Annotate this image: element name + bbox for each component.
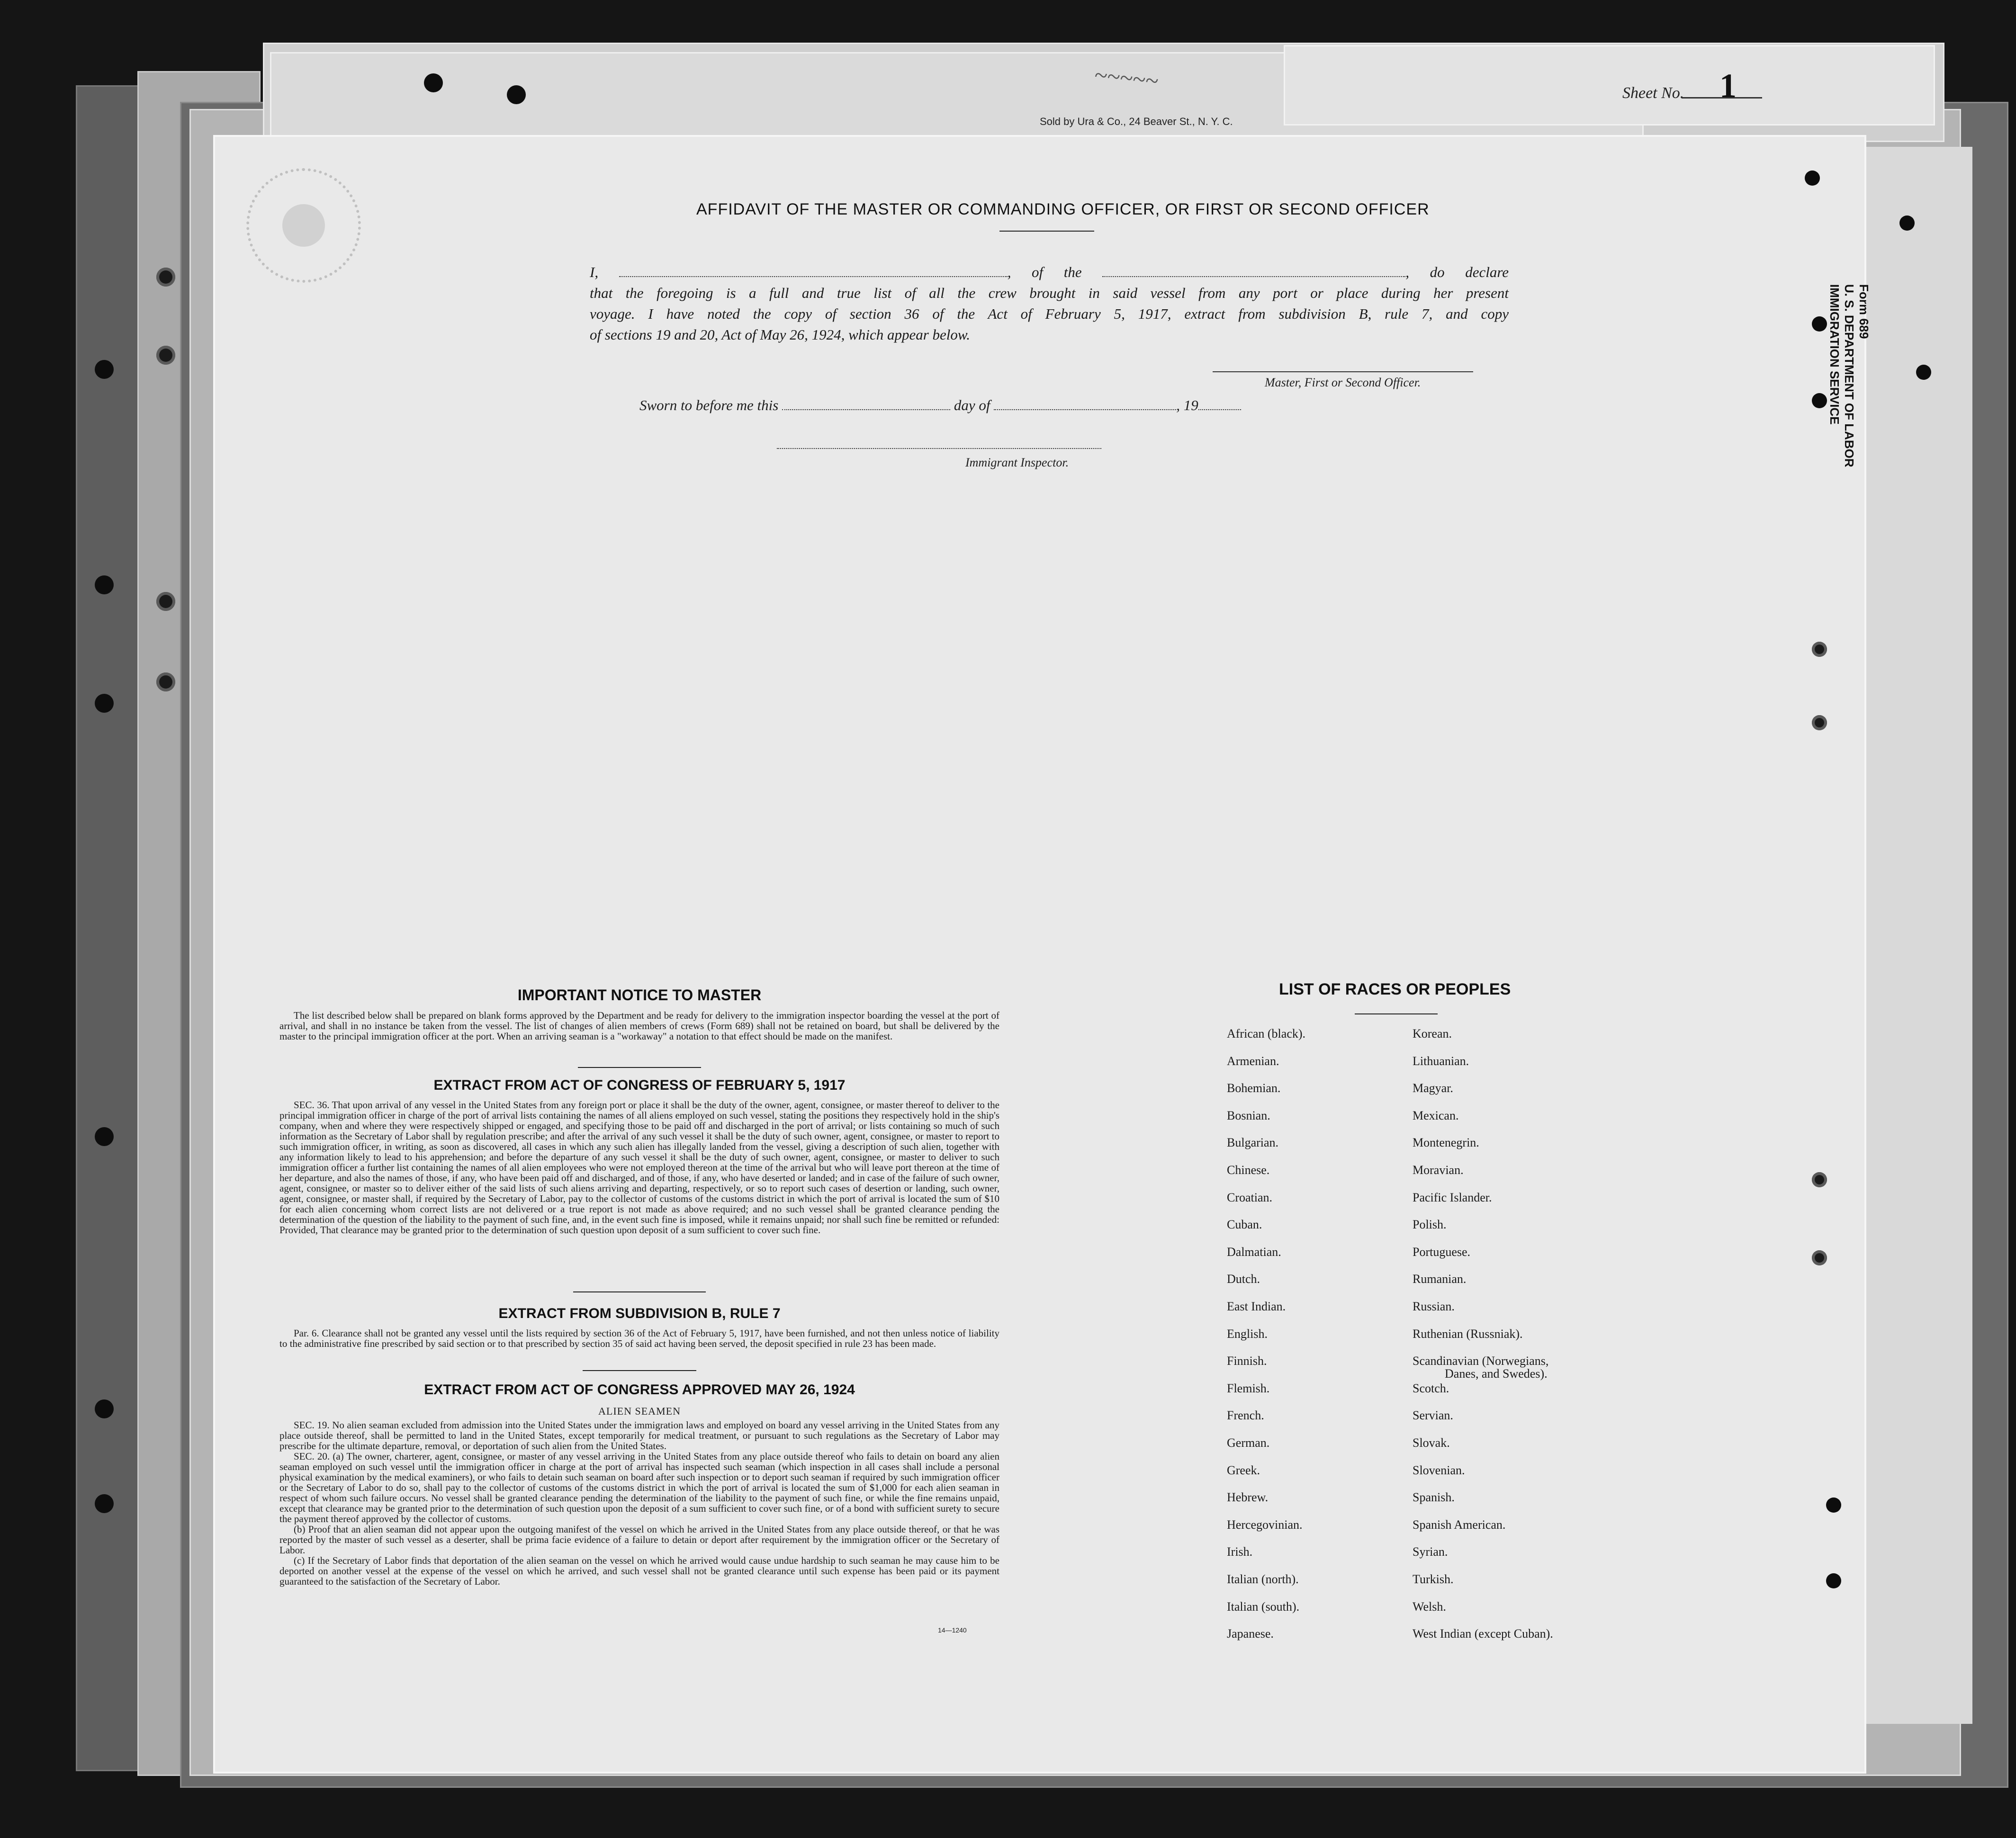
handwritten-note: ~~~~~ — [1093, 61, 1160, 94]
race-item: Spanish American. — [1413, 1517, 1506, 1532]
race-item: Russian. — [1413, 1300, 1455, 1313]
race-item: Japanese. — [1227, 1627, 1274, 1641]
punch-hole — [1812, 1250, 1827, 1265]
affidavit-title: AFFIDAVIT OF THE MASTER OR COMMANDING OFFICER, OR FIRST OR SECOND OFFICER — [696, 200, 1430, 218]
race-item: Welsh. — [1413, 1599, 1446, 1614]
punch-hole — [1812, 393, 1827, 408]
punch-hole — [95, 360, 114, 379]
sec-20c: (c) If the Secretary of Labor finds that deportation of the alien seaman on the vessel on which he arrived would cause undue hardship to such seaman he may cause him to be deported on another vessel at the expense of the vessel on which he arrived, and such vessel shall not be granted clearance until such expense has been paid or its payment guaranteed to the satisfaction of the Secretary of Labor. — [279, 1555, 999, 1587]
races-title: LIST OF RACES OR PEOPLES — [1279, 980, 1511, 998]
sec-20b: (b) Proof that an alien seaman did not appear upon the outgoing manifest of the vessel on which he arrived in the United States from any place outside thereof, or that he was reported by the master of such vessel as a deserter, shall be prima facie evidence of a failure to detain or deport after requirement by the immigration officer or the Secretary of Labor. — [279, 1524, 999, 1556]
race-item: East Indian. — [1227, 1300, 1286, 1313]
race-item: Finnish. — [1227, 1354, 1267, 1368]
race-item: Dalmatian. — [1227, 1245, 1281, 1259]
race-item: Hercegovinian. — [1227, 1517, 1303, 1532]
punch-hole — [156, 672, 175, 691]
race-item: Moravian. — [1413, 1163, 1464, 1177]
sworn-line: Sworn to before me this day of , 19 — [639, 397, 1241, 414]
sworn-year-field[interactable] — [1198, 409, 1241, 410]
punch-hole — [1812, 642, 1827, 657]
punch-hole — [1826, 1497, 1841, 1513]
sheet-number: 1 — [1719, 67, 1737, 105]
race-item: Slovenian. — [1413, 1463, 1465, 1477]
punch-hole — [95, 1127, 114, 1146]
race-item: Lithuanian. — [1413, 1054, 1469, 1068]
race-item: Greek. — [1227, 1463, 1260, 1477]
signature-field[interactable] — [1213, 371, 1473, 372]
race-item: Scandinavian (Norwegians, — [1413, 1354, 1549, 1368]
vessel-name-field[interactable] — [1102, 276, 1405, 277]
race-item: Italian (south). — [1227, 1599, 1300, 1614]
race-item: Slovak. — [1413, 1436, 1450, 1450]
punch-hole — [1899, 215, 1915, 231]
master-name-field[interactable] — [619, 276, 1008, 277]
sec-19: SEC. 19. No alien seaman excluded from admission into the United States under the immigration laws and employed on board any vessel arriving in the United States from any place outside thereof, shall be permitted to land in the United States, except temporarily for medical treatment, or pursuant to such regulations as the Secretary of Labor may prescribe for the ultimate departure, removal, or deportation of such alien from the United States. — [279, 1419, 999, 1452]
punch-hole — [95, 694, 114, 713]
punch-hole — [95, 1399, 114, 1418]
race-item: French. — [1227, 1408, 1264, 1423]
divider — [578, 1067, 701, 1068]
punch-hole — [1812, 316, 1827, 332]
race-item: Magyar. — [1413, 1081, 1453, 1095]
extract-rule7-title: EXTRACT FROM SUBDIVISION B, RULE 7 — [498, 1306, 781, 1321]
extract-1924-text — [279, 1420, 999, 1587]
extract-1917-text: SEC. 36. That upon arrival of any vessel in the United States from any foreign port or place it shall be the duty of the owner, agent, consignee, or master thereof to deliver to the principal immigration officer in charge of the port of arrival lists containing the names of all aliens employed on such vessel, stating the positions they respectively hold in the ship's company, when and where they were respectively shipped or engaged, and specifying those to be paid off and discharged in the port of arrival; or lists containing so much of such information as the Secretary of Labor shall by regulation prescribe; and after the arrival of any such vessel it shall be the duty of such owner, agent, consignee, or master to report to such immigration officer, in writing, as soon as discovered, all cases in which any such alien has illegally landed from the vessel, giving a description of such alien, together with any information likely to lead to his apprehension; and before the departure of any such vessel it shall be the duty of such owner, agent, consignee, or master to deliver to such immigration officer a further list containing the names of all alien employees who were not employed thereon at the time of the arrival but who will leave port thereon at the time of her departure, and also the names of those, if any, who have been paid off and discharged, and of those, if any, who have deserted or landed; and in case of the failure of such owner, agent, consignee, or master so to deliver either of the said lists of such aliens arriving and departing, respectively, or so to report such cases of desertion or landing, such owner, agent, consignee, or master shall, if required by the Secretary of Labor, pay to the collector of customs of the customs district in which the port of arrival is located the sum of $10 for each alien concerning whom correct lists are not delivered or a true report is not made as above required; and no such vessel shall be granted clearance pending the determination of the question of the liability to the payment of such fine, and, in the event such fine is imposed, while it remains unpaid; nor shall such fine be remitted or refunded: Provided, That clearance may be granted prior to the determination of such question upon deposit of a sum sufficient to cover such fine. — [279, 1099, 999, 1236]
punch-hole — [1812, 1172, 1827, 1187]
form-print-code: 14—1240 — [938, 1626, 967, 1634]
punch-hole — [95, 575, 114, 594]
sheet-number-label: Sheet No. — [1622, 84, 1684, 102]
race-item: Bohemian. — [1227, 1081, 1281, 1095]
race-item: Cuban. — [1227, 1218, 1262, 1232]
race-item: Rumanian. — [1413, 1272, 1467, 1286]
race-item: Hebrew. — [1227, 1490, 1269, 1505]
race-item: Flemish. — [1227, 1381, 1270, 1395]
notice-title: IMPORTANT NOTICE TO MASTER — [517, 986, 762, 1004]
punch-hole — [156, 346, 175, 365]
affidavit-line-1: I, , of the , do declare — [590, 264, 1509, 280]
race-item: Korean. — [1413, 1027, 1452, 1040]
extract-1924-title: EXTRACT FROM ACT OF CONGRESS APPROVED MAY 26, 1924 — [424, 1382, 855, 1398]
race-item: Italian (north). — [1227, 1572, 1299, 1586]
race-item: English. — [1227, 1327, 1268, 1341]
punch-hole — [156, 592, 175, 611]
race-item: Armenian. — [1227, 1054, 1279, 1068]
race-item: Chinese. — [1227, 1163, 1270, 1177]
race-item: Portuguese. — [1413, 1245, 1471, 1259]
affidavit-line-2: that the foregoing is a full and true list of all the crew brought in said vessel from any port or place during her present — [590, 285, 1509, 301]
race-item: Montenegrin. — [1413, 1136, 1479, 1150]
extract-rule7-text: Par. 6. Clearance shall not be granted any vessel until the lists required by section 36 of the Act of February 5, 1917, have been furnished, and not then unless notice of liability to the administrative fine prescribed by said section or to that prescribed by section 35 of said act having been served, the deposit specified in rule 23 has been made. — [279, 1327, 999, 1349]
sec-20a: SEC. 20. (a) The owner, charterer, agent, consignee, or master of any vessel arriving in the United States from any place outside thereof who fails to detain on board any alien seaman employed on such vessel until the immigration officer in charge at the port of arrival has inspected such seaman (which inspection in all cases shall include a personal physical examination by the medical examiners), or who fails to detain such seaman on board after such inspection or to deport such seaman if required by such immigration officer or the Secretary of Labor to do so, shall pay to the collector of customs of the customs district in which the port of arrival is located the sum of $1,000 for each alien seaman in respect of whom such failure occurs. No vessel shall be granted clearance pending the determination of the liability to the payment of such fine, or while the fine remains unpaid, except that clearance may be granted prior to the determination of such question upon the deposit of a sum sufficient to cover such fine, or of a bond with sufficient surety to secure the payment thereof approved by the collector of customs. — [279, 1451, 999, 1524]
punch-hole — [1916, 365, 1931, 380]
race-item: African (black). — [1227, 1027, 1306, 1040]
race-item-continuation: Danes, and Swedes). — [1445, 1367, 1548, 1381]
race-item: Scotch. — [1413, 1381, 1449, 1395]
punch-hole — [1805, 170, 1820, 186]
divider — [583, 1370, 696, 1371]
divider — [999, 231, 1094, 232]
punch-hole — [1812, 715, 1827, 730]
race-item: Polish. — [1413, 1218, 1447, 1232]
sworn-day-field[interactable] — [782, 409, 950, 410]
punch-hole — [156, 268, 175, 287]
race-item: West Indian (except Cuban). — [1413, 1627, 1553, 1641]
alien-seamen-subtitle: ALIEN SEAMEN — [598, 1405, 681, 1417]
race-item: Dutch. — [1227, 1272, 1260, 1286]
race-item: Bulgarian. — [1227, 1136, 1279, 1150]
race-item: Bosnian. — [1227, 1108, 1270, 1122]
inspector-label: Immigrant Inspector. — [965, 456, 1069, 469]
background-paper — [1284, 45, 1935, 126]
form-number-block: Form 689 U. S. DEPARTMENT OF LABOR IMMIGRATION SERVICE — [1827, 284, 1871, 467]
signature-label: Master, First or Second Officer. — [1265, 376, 1421, 389]
extract-1917-title: EXTRACT FROM ACT OF CONGRESS OF FEBRUARY 5, 1917 — [433, 1077, 846, 1093]
official-seal-stamp — [246, 168, 361, 283]
race-item: Irish. — [1227, 1545, 1253, 1559]
affidavit-line-4: of sections 19 and 20, Act of May 26, 1924, which appear below. — [590, 326, 971, 343]
race-item: Ruthenian (Russniak). — [1413, 1327, 1523, 1341]
punch-hole — [95, 1494, 114, 1513]
race-item: Mexican. — [1413, 1108, 1459, 1122]
punch-hole — [424, 73, 443, 92]
punch-hole — [507, 85, 526, 104]
race-item: German. — [1227, 1436, 1270, 1450]
race-item: Croatian. — [1227, 1190, 1273, 1204]
notice-text: The list described below shall be prepared on blank forms approved by the Department and be ready for delivery to the immigration inspector boarding the vessel at the port of arrival, and shall in no instance be taken from the vessel. The list of changes of alien members of crews (Form 689) shall not be retained on board, but shall be delivered by the master to the principal immigration officer at the port. When an arriving seaman is a "workaway" a notation to that effect should be made on the manifest. — [279, 1010, 999, 1042]
divider — [573, 1291, 706, 1292]
inspector-signature-field[interactable] — [777, 448, 1101, 449]
affidavit-line-3: voyage. I have noted the copy of section 36 of the Act of February 5, 1917, extract from subdivision B, rule 7, and copy — [590, 305, 1509, 322]
punch-hole — [1826, 1573, 1841, 1588]
sworn-month-field[interactable] — [994, 409, 1176, 410]
affidavit-text — [590, 262, 1509, 345]
printer-credit: Sold by Ura & Co., 24 Beaver St., N. Y. C. — [1040, 116, 1233, 127]
race-item: Syrian. — [1413, 1545, 1448, 1559]
background-paper-edge — [1857, 147, 1972, 1724]
race-item: Pacific Islander. — [1413, 1190, 1492, 1204]
race-item: Turkish. — [1413, 1572, 1454, 1586]
race-item: Spanish. — [1413, 1490, 1455, 1505]
race-item: Servian. — [1413, 1408, 1453, 1423]
divider — [1355, 1013, 1438, 1014]
